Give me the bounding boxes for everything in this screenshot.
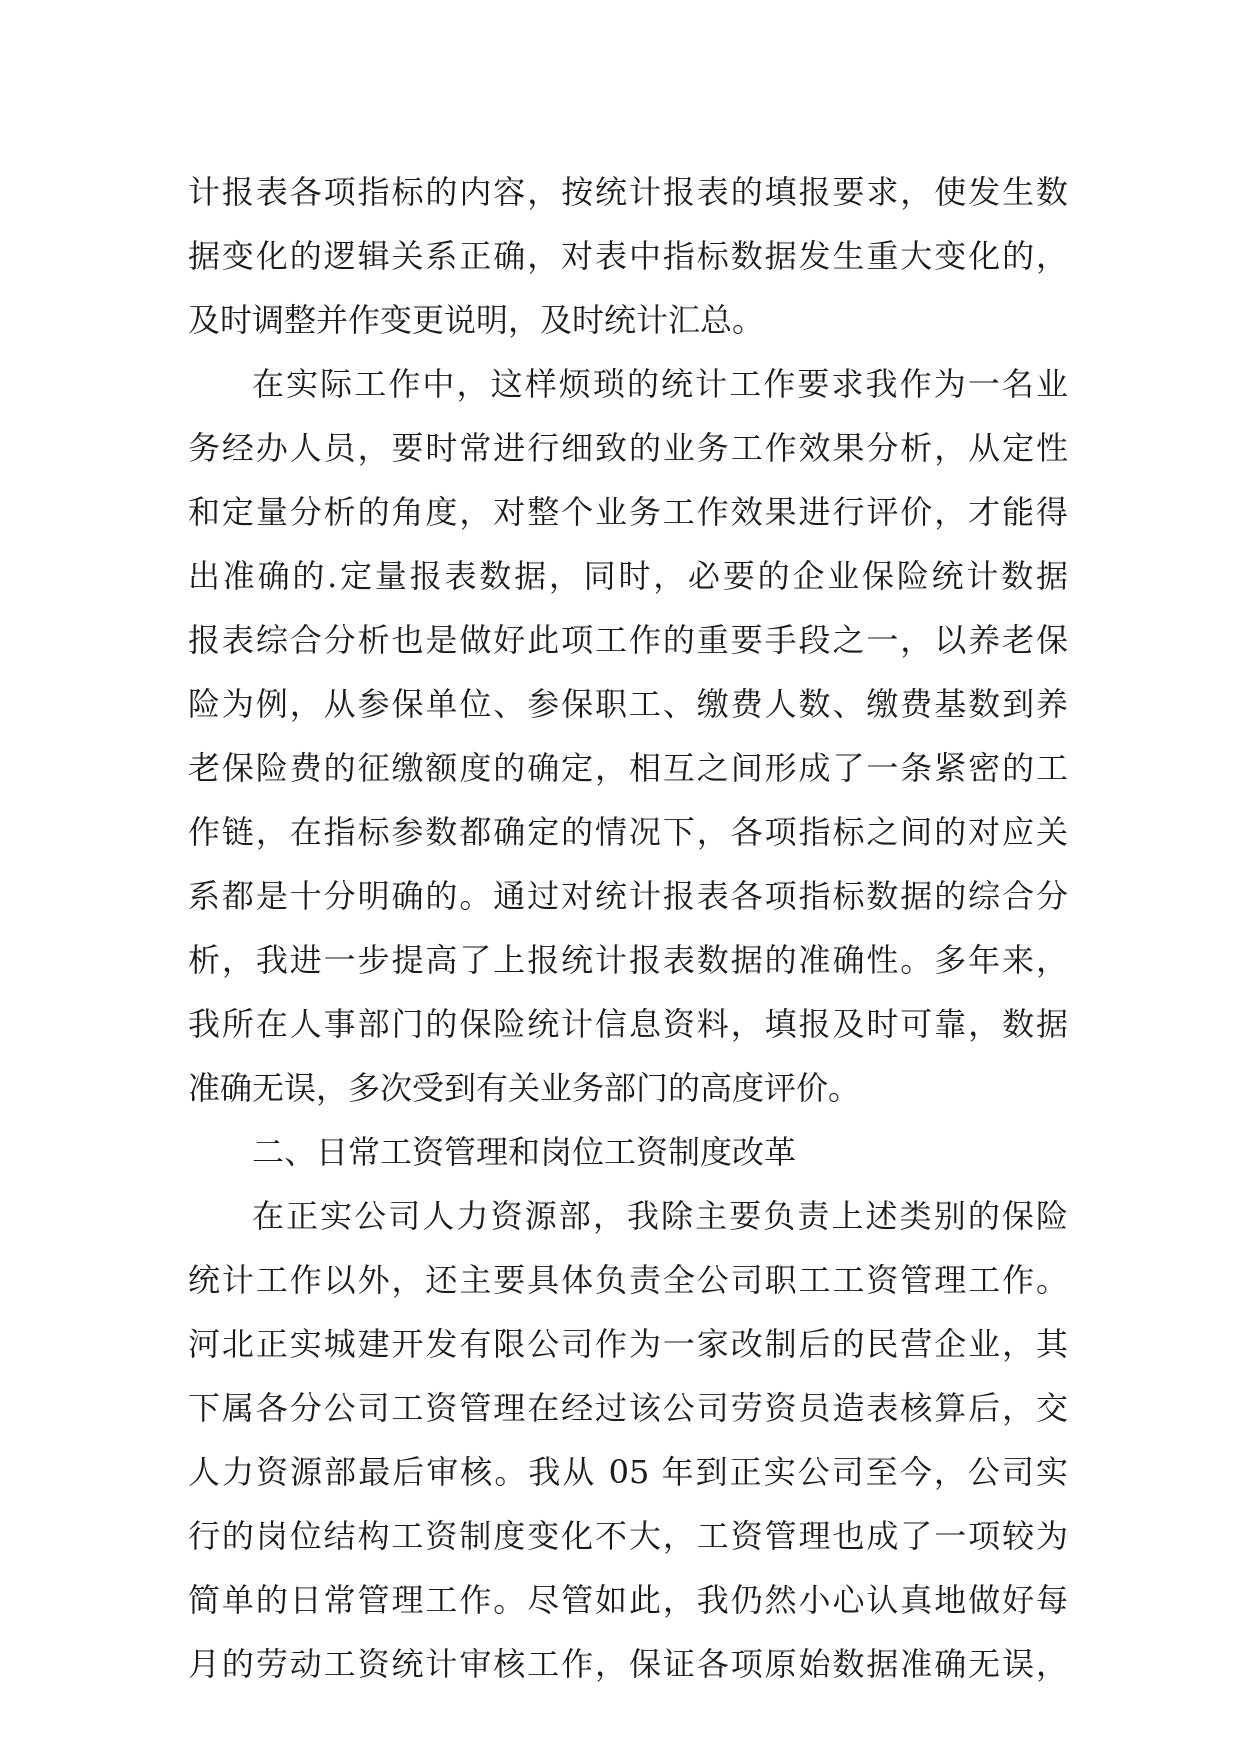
text-line: 河北正实城建开发有限公司作为一家改制后的民营企业，其 [188,1325,1068,1363]
text-line: 和定量分析的角度，对整个业务工作效果进行评价，才能得 [188,493,1068,531]
text-line: 我所在人事部门的保险统计信息资料，填报及时可靠，数据 [188,1005,1068,1043]
text-line: 计报表各项指标的内容，按统计报表的填报要求，使发生数 [188,173,1068,211]
body-text [188,160,1068,1696]
text-line: 准确无误，多次受到有关业务部门的高度评价。 [188,1069,861,1107]
section-heading: 二、日常工资管理和岗位工资制度改革 [252,1133,797,1171]
text-line: 月的劳动工资统计审核工作，保证各项原始数据准确无误， [188,1645,1068,1683]
text-line: 及时调整并作变更说明，及时统计汇总。 [188,301,765,339]
text-line: 统计工作以外，还主要具体负责全公司职工工资管理工作。 [188,1261,1068,1299]
text-line: 析，我进一步提高了上报统计报表数据的准确性。多年来， [188,941,1068,979]
text-line: 务经办人员，要时常进行细致的业务工作效果分析，从定性 [188,429,1068,467]
text-line: 作链，在指标参数都确定的情况下，各项指标之间的对应关 [188,813,1068,851]
text-line: 出准确的.定量报表数据，同时，必要的企业保险统计数据 [188,557,1068,595]
text-line: 在实际工作中，这样烦琐的统计工作要求我作为一名业 [252,365,1068,403]
text-line: 老保险费的征缴额度的确定，相互之间形成了一条紧密的工 [188,749,1068,787]
text-line: 下属各分公司工资管理在经过该公司劳资员造表核算后，交 [188,1389,1068,1427]
text-line: 险为例，从参保单位、参保职工、缴费人数、缴费基数到养 [188,685,1068,723]
text-line: 行的岗位结构工资制度变化不大，工资管理也成了一项较为 [188,1517,1068,1555]
text-line: 报表综合分析也是做好此项工作的重要手段之一，以养老保 [188,621,1068,659]
text-line: 据变化的逻辑关系正确，对表中指标数据发生重大变化的， [188,237,1068,275]
text-line: 人力资源部最后审核。我从 05 年到正实公司至今，公司实 [188,1453,1068,1491]
text-line: 在正实公司人力资源部，我除主要负责上述类别的保险 [252,1197,1068,1235]
text-line: 简单的日常管理工作。尽管如此，我仍然小心认真地做好每 [188,1581,1068,1619]
text-line: 系都是十分明确的。通过对统计报表各项指标数据的综合分 [188,877,1068,915]
